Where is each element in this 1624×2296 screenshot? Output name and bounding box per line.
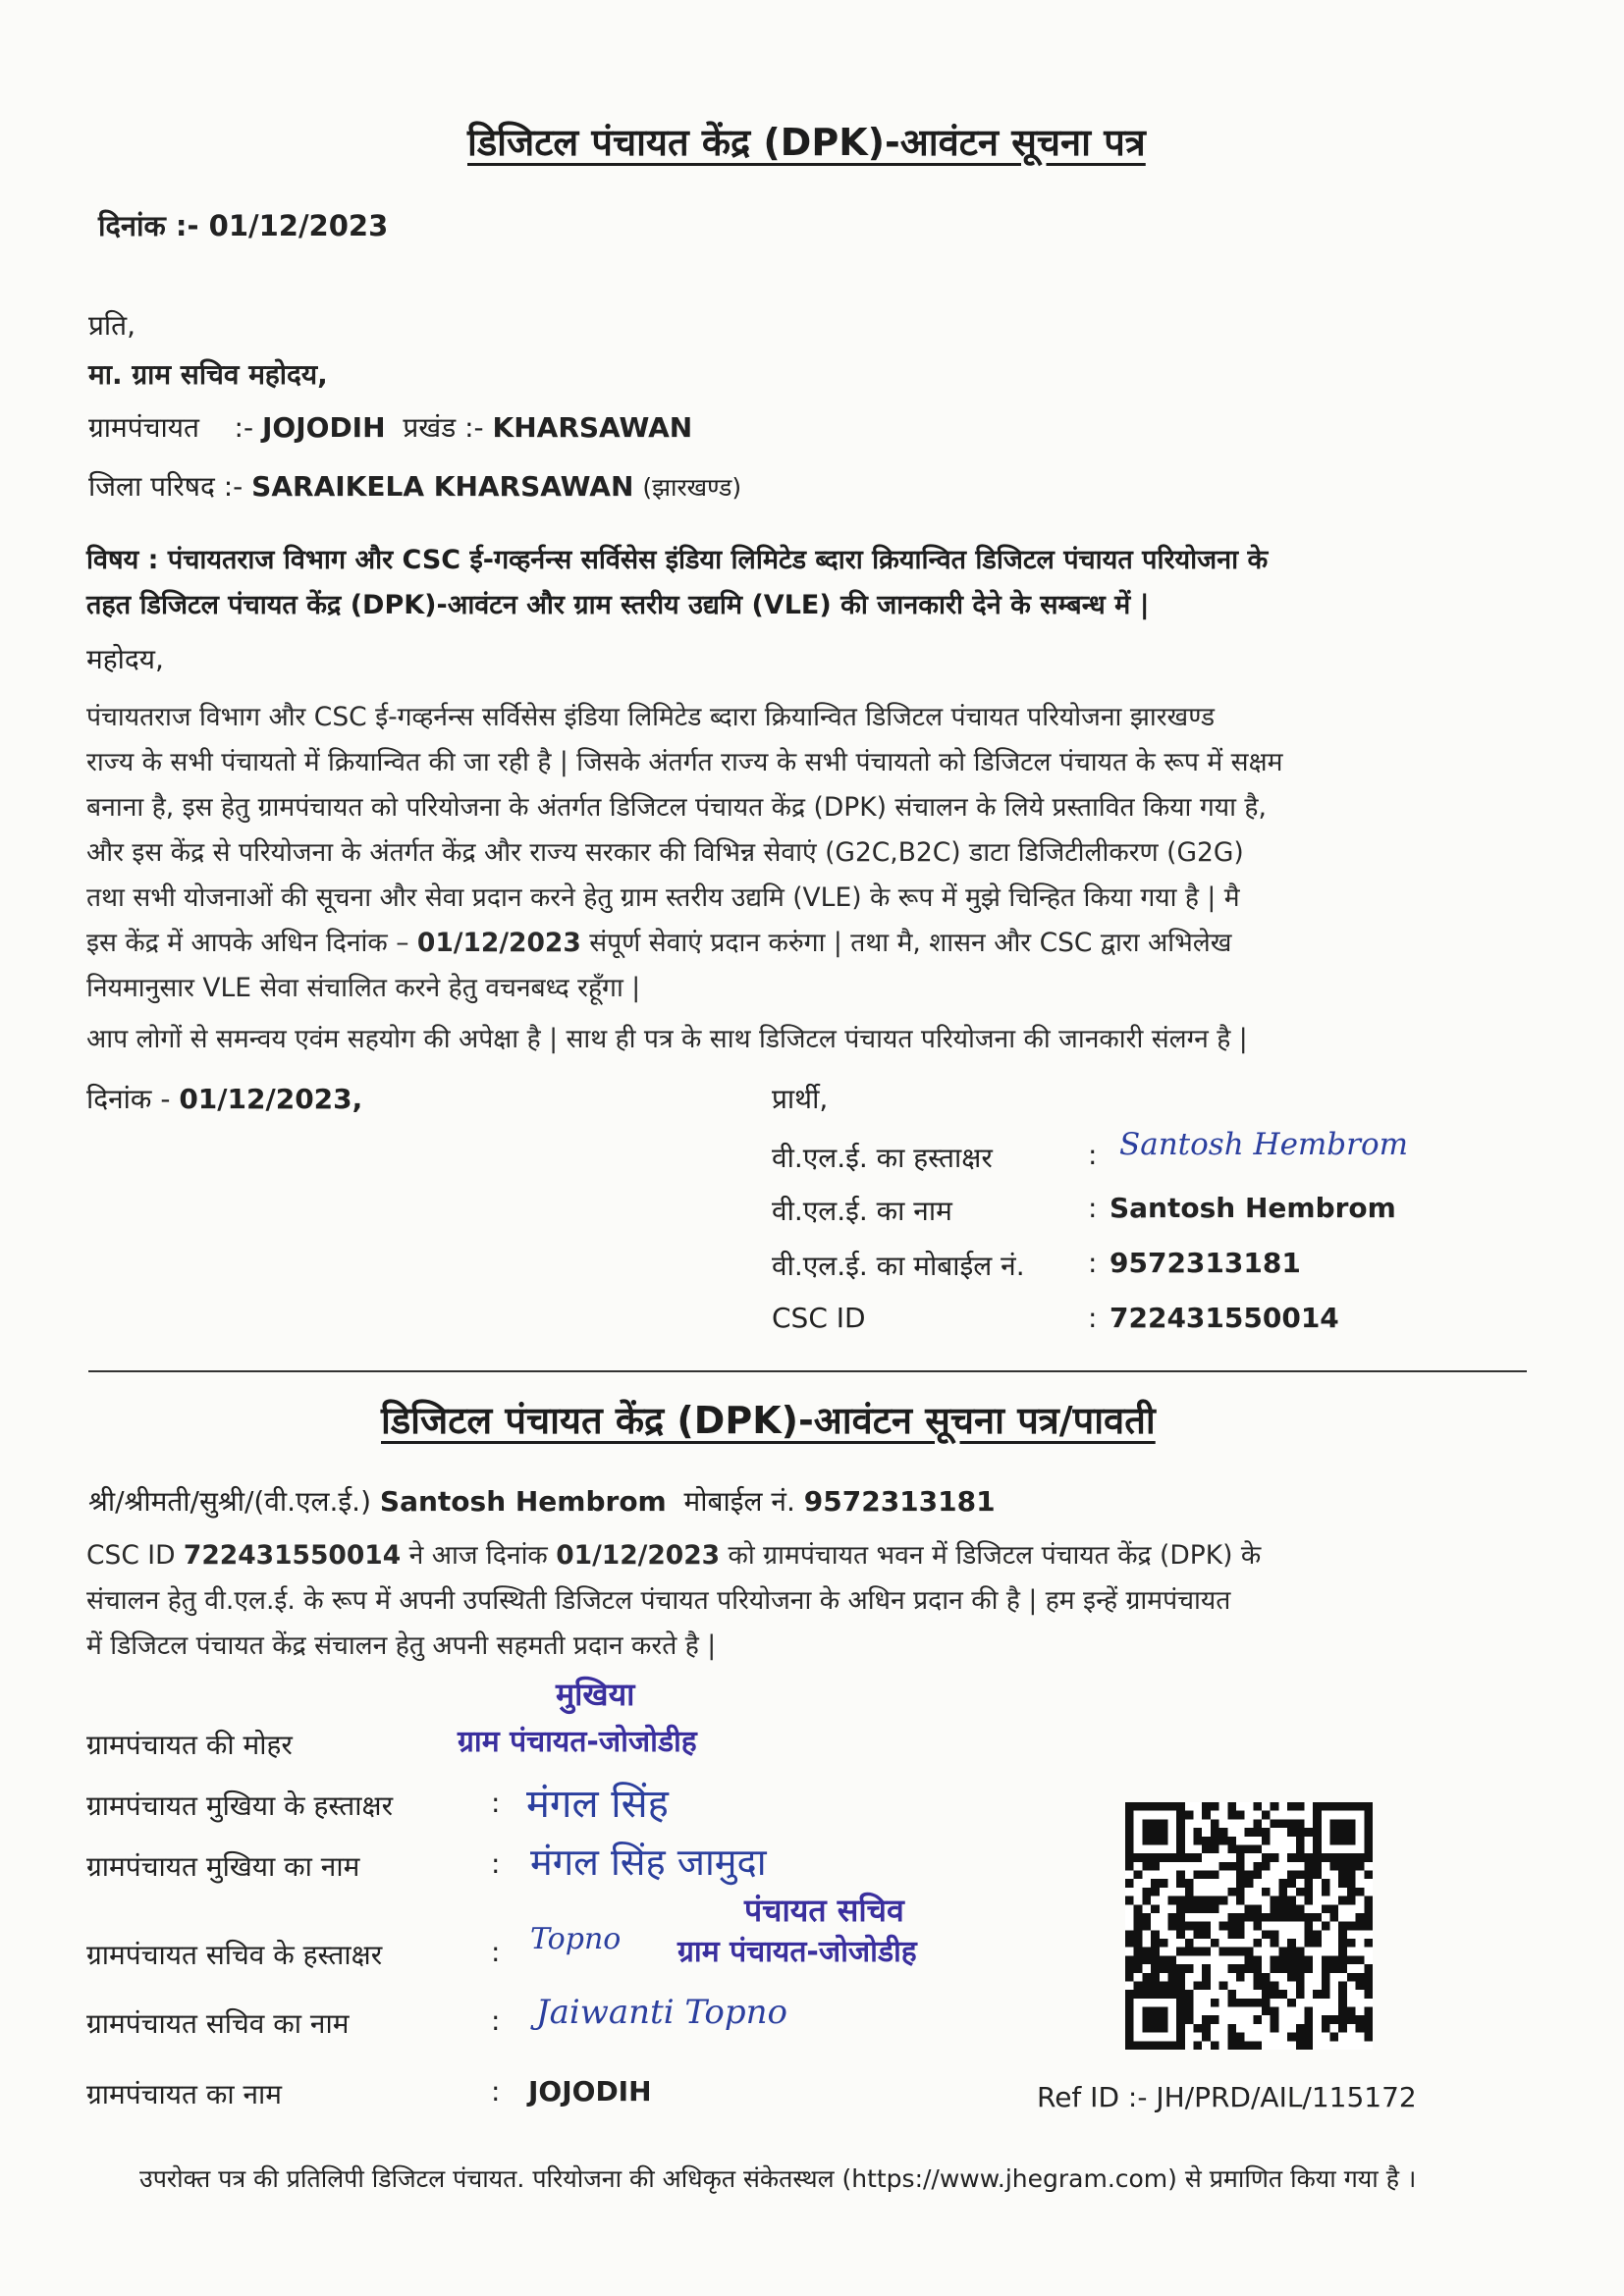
sachiv-name-handwritten: Jaiwanti Topno bbox=[536, 1993, 788, 2032]
colon: : bbox=[491, 2004, 501, 2037]
receipt-vle-name: Santosh Hembrom bbox=[379, 1485, 667, 1518]
csc-id-value: 722431550014 bbox=[1110, 1302, 1339, 1334]
mukhiya-stamp-title: मुखिया bbox=[556, 1676, 635, 1713]
mukhiya-name-label: ग्रामपंचायत मुखिया का नाम bbox=[86, 1850, 360, 1883]
colon: : bbox=[1088, 1192, 1098, 1224]
verification-note: उपरोक्त पत्र की प्रतिलिपी डिजिटल पंचायत. परियोजना की अधिकृत संकेतस्थल (https://www.jhegram.com) से प्रमाणित किया गया है । bbox=[139, 2164, 1417, 2193]
district-value: SARAIKELA KHARSAWAN bbox=[251, 470, 634, 503]
colon: : bbox=[1088, 1247, 1098, 1279]
subject bbox=[86, 538, 1559, 628]
colon: : bbox=[491, 2075, 501, 2108]
section-divider bbox=[88, 1370, 1527, 1372]
body-line: पंचायतराज विभाग और CSC ई-गव्हर्नन्स सर्विसेस इंडिया लिमिटेड ब्दारा क्रियान्वित डिजिटल पंचायत परियोजना झारखण्ड bbox=[86, 702, 1215, 732]
date-value: 01/12/2023 bbox=[208, 209, 389, 242]
receipt-paragraph bbox=[86, 1533, 1261, 1669]
sachiv-sign-label: ग्रामपंचायत सचिव के हस्ताक्षर bbox=[86, 1939, 383, 1971]
body-line6-post: संपूर्ण सेवाएं प्रदान करुंगा | तथा मै, शासन और CSC द्वारा अभिलेख bbox=[589, 928, 1232, 958]
vle-signature: Santosh Hembrom bbox=[1119, 1127, 1409, 1162]
gp-sep: :- bbox=[234, 411, 254, 444]
gp-value: JOJODIH bbox=[262, 411, 386, 444]
block-value: KHARSAWAN bbox=[492, 411, 693, 444]
gp-line bbox=[88, 408, 692, 446]
vle-mobile-value: 9572313181 bbox=[1110, 1247, 1301, 1279]
salutation: महोदय, bbox=[86, 643, 164, 675]
receipt-mobile-value: 9572313181 bbox=[803, 1485, 996, 1518]
receipt-line-3: संचालन हेतु वी.एल.ई. के रूप में अपनी उपस्थिती डिजिटल पंचायत परियोजना के अधिन प्रदान की है | हम इन्हें ग्रामपंचायत bbox=[86, 1585, 1231, 1616]
ref-id: Ref ID :- JH/PRD/AIL/115172 bbox=[1037, 2081, 1417, 2113]
gp-name-value: JOJODIH bbox=[528, 2075, 652, 2108]
body-paragraph bbox=[86, 695, 1282, 1062]
colon: : bbox=[491, 1787, 501, 1819]
sachiv-name-label: ग्रामपंचायत सचिव का नाम bbox=[86, 2007, 350, 2040]
sachiv-stamp-title: पंचायत सचिव bbox=[744, 1892, 904, 1929]
body-line: तथा सभी योजनाओं की सूचना और सेवा प्रदान करने हेतु ग्राम स्तरीय उद्यमि (VLE) के रूप में मुझे चिन्हित किया गया है | मै bbox=[86, 882, 1240, 913]
body-line: राज्य के सभी पंचायतो में क्रियान्वित की जा रही है | जिसके अंतर्गत राज्य के सभी पंचायतो को डिजिटल पंचायत के रूप में सक्षम bbox=[86, 747, 1283, 777]
sachiv-stamp-place: ग्राम पंचायत-जोजोडीह bbox=[677, 1935, 917, 1969]
addressee: मा. ग्राम सचिव महोदय, bbox=[88, 358, 328, 391]
date-line bbox=[98, 206, 388, 244]
qr-code-graphic bbox=[1125, 1802, 1373, 2050]
vle-name-label: वी.एल.ई. का नाम bbox=[772, 1195, 952, 1227]
vle-sign-label: वी.एल.ई. का हस्ताक्षर bbox=[772, 1142, 993, 1174]
state: (झारखण्ड) bbox=[642, 473, 742, 502]
mukhiya-signature: मंगल सिंह bbox=[526, 1782, 669, 1827]
gp-name-label: ग्रामपंचायत का नाम bbox=[86, 2078, 283, 2110]
sachiv-signature: Topno bbox=[530, 1922, 622, 1956]
body-line6-date: 01/12/2023 bbox=[416, 928, 581, 958]
mukhiya-name-handwritten: मंगल सिंह जामुदा bbox=[530, 1841, 767, 1884]
csc-id-label: CSC ID bbox=[772, 1302, 866, 1334]
district-label: जिला परिषद :- bbox=[88, 470, 244, 503]
colon: : bbox=[1088, 1139, 1098, 1171]
body-line: और इस केंद्र से परियोजना के अंतर्गत केंद्र और राज्य सरकार की विभिन्न सेवाएं (G2C,B2C) डाटा डिजिटीलीकरण (G2G) bbox=[86, 837, 1244, 868]
receipt-post: को ग्रामपंचायत भवन में डिजिटल पंचायत केंद्र (DPK) के bbox=[728, 1540, 1262, 1571]
qr-code bbox=[1125, 1802, 1373, 2050]
footer-date-value: 01/12/2023, bbox=[179, 1083, 363, 1115]
vle-name-value: Santosh Hembrom bbox=[1110, 1192, 1396, 1224]
subject-line-2: तहत डिजिटल पंचायत केंद्र (DPK)-आवंटन और ग्राम स्तरीय उद्यमि (VLE) की जानकारी देने के सम्बन्ध में | bbox=[86, 590, 1150, 620]
receipt-mobile-label: मोबाईल नं. bbox=[683, 1485, 795, 1518]
receipt-mid: ने आज दिनांक bbox=[408, 1540, 548, 1571]
body-line: बनाना है, इस हेतु ग्रामपंचायत को परियोजना के अंतर्गत डिजिटल पंचायत केंद्र (DPK) संचालन के लिये प्रस्तावित किया गया है, bbox=[86, 792, 1267, 823]
district-line bbox=[88, 467, 741, 505]
receipt-csc-value: 722431550014 bbox=[183, 1540, 402, 1571]
subject-line-1: विषय : पंचायतराज विभाग और CSC ई-गव्हर्नन्स सर्विसेस इंडिया लिमिटेड ब्दारा क्रियान्वित डिजिटल पंचायत परियोजना के bbox=[86, 545, 1269, 575]
body-line: नियमानुसार VLE सेवा संचालित करने हेतु वचनबध्द रहूँगा | bbox=[86, 973, 641, 1003]
page-title: डिजिटल पंचायत केंद्र (DPK)-आवंटन सूचना पत्र bbox=[467, 121, 1146, 164]
gp-label: ग्रामपंचायत bbox=[88, 411, 199, 444]
colon: : bbox=[491, 1936, 501, 1968]
body-line: आप लोगों से समन्वय एवंम सहयोग की अपेक्षा है | साथ ही पत्र के साथ डिजिटल पंचायत परियोजना की जानकारी संलग्न है | bbox=[86, 1024, 1248, 1054]
applicant-label: प्रार्थी, bbox=[772, 1083, 829, 1115]
receipt-prefix: श्री/श्रीमती/सुश्री/(वी.एल.ई.) bbox=[88, 1485, 371, 1518]
colon: : bbox=[1088, 1302, 1098, 1334]
vle-mobile-label: वी.एल.ई. का मोबाईल नं. bbox=[772, 1250, 1025, 1282]
footer-date-label: दिनांक - bbox=[86, 1083, 171, 1115]
footer-date bbox=[86, 1080, 362, 1117]
receipt-csc-label: CSC ID bbox=[86, 1540, 176, 1571]
body-line bbox=[86, 921, 1282, 966]
receipt-title: डिजिटल पंचायत केंद्र (DPK)-आवंटन सूचना पत्र/पावती bbox=[381, 1399, 1156, 1442]
receipt-line-2 bbox=[86, 1533, 1261, 1578]
body-line6-pre: इस केंद्र में आपके अधिन दिनांक – bbox=[86, 928, 409, 958]
seal-label: ग्रामपंचायत की मोहर bbox=[86, 1729, 293, 1761]
receipt-line-1 bbox=[88, 1482, 996, 1520]
colon: : bbox=[491, 1847, 501, 1880]
mukhiya-sign-label: ग्रामपंचायत मुखिया के हस्ताक्षर bbox=[86, 1789, 394, 1822]
mukhiya-stamp-place: ग्राम पंचायत-जोजोडीह bbox=[458, 1725, 697, 1759]
receipt-line-4: में डिजिटल पंचायत केंद्र संचालन हेतु अपनी सहमती प्रदान करते है | bbox=[86, 1630, 717, 1661]
date-label: दिनांक :- bbox=[98, 209, 199, 242]
prati: प्रति, bbox=[88, 309, 136, 342]
block-label: प्रखंड :- bbox=[403, 411, 484, 444]
receipt-date: 01/12/2023 bbox=[556, 1540, 721, 1571]
